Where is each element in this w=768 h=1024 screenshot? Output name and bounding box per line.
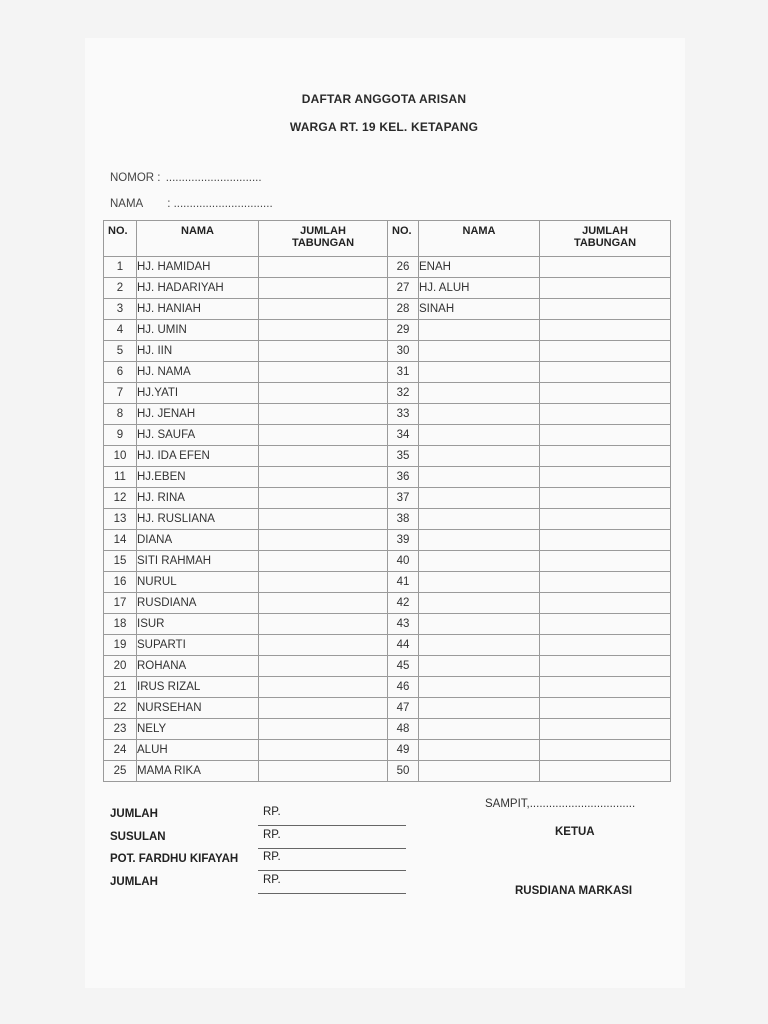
- header-jumlah-left: [259, 221, 388, 257]
- row-number: 21: [104, 677, 137, 698]
- savings-amount: [540, 383, 671, 404]
- table-row: [104, 677, 671, 698]
- savings-amount: [540, 593, 671, 614]
- member-name: [419, 467, 540, 488]
- table-row: [104, 467, 671, 488]
- member-name: HJ. HAMIDAH: [137, 257, 259, 278]
- savings-amount: [259, 614, 388, 635]
- header-no-left: NO.: [104, 221, 137, 257]
- savings-amount: [259, 383, 388, 404]
- row-number: 40: [388, 551, 419, 572]
- jumlah-total-line: [258, 893, 406, 894]
- row-number: 23: [104, 719, 137, 740]
- table-row: [104, 278, 671, 299]
- savings-amount: [540, 467, 671, 488]
- susulan-line: [258, 848, 406, 849]
- row-number: 46: [388, 677, 419, 698]
- savings-amount: [540, 614, 671, 635]
- savings-amount: [259, 509, 388, 530]
- savings-amount: [540, 425, 671, 446]
- table-row: [104, 656, 671, 677]
- savings-amount: [259, 530, 388, 551]
- table-row: [104, 257, 671, 278]
- table-row: [104, 551, 671, 572]
- savings-amount: [540, 257, 671, 278]
- row-number: 26: [388, 257, 419, 278]
- row-number: 27: [388, 278, 419, 299]
- member-name: HJ. ALUH: [419, 278, 540, 299]
- member-name: [419, 362, 540, 383]
- savings-amount: [259, 719, 388, 740]
- savings-amount: [259, 257, 388, 278]
- member-name: MAMA RIKA: [137, 761, 259, 782]
- signature-name: RUSDIANA MARKASI: [515, 885, 633, 897]
- row-number: 32: [388, 383, 419, 404]
- member-name: [419, 698, 540, 719]
- table-row: [104, 446, 671, 467]
- savings-amount: [540, 320, 671, 341]
- header-nama-left: NAMA: [137, 221, 259, 257]
- savings-amount: [540, 740, 671, 761]
- jumlah-line: [258, 825, 406, 826]
- table-row: [104, 320, 671, 341]
- row-number: 25: [104, 761, 137, 782]
- member-name: IRUS RIZAL: [137, 677, 259, 698]
- row-number: 20: [104, 656, 137, 677]
- savings-amount: [259, 761, 388, 782]
- savings-amount: [259, 446, 388, 467]
- member-name: NELY: [137, 719, 259, 740]
- row-number: 8: [104, 404, 137, 425]
- row-number: 34: [388, 425, 419, 446]
- savings-amount: [540, 761, 671, 782]
- member-name: HJ. HADARIYAH: [137, 278, 259, 299]
- savings-amount: [259, 551, 388, 572]
- table-row: [104, 740, 671, 761]
- savings-amount: [259, 467, 388, 488]
- jumlah-total-label: JUMLAH: [110, 876, 158, 888]
- pot-fardhu-rp: RP.: [263, 851, 281, 863]
- member-name: [419, 488, 540, 509]
- member-name: [419, 656, 540, 677]
- table-row: [104, 341, 671, 362]
- savings-amount: [259, 278, 388, 299]
- member-name: HJ. HANIAH: [137, 299, 259, 320]
- nomor-label: NOMOR :: [110, 172, 161, 184]
- table-row: [104, 488, 671, 509]
- table-row: [104, 698, 671, 719]
- member-name: [419, 572, 540, 593]
- table-row: [104, 425, 671, 446]
- row-number: 17: [104, 593, 137, 614]
- savings-amount: [540, 530, 671, 551]
- member-name: [419, 341, 540, 362]
- savings-amount: [540, 551, 671, 572]
- document-title: DAFTAR ANGGOTA ARISAN: [301, 92, 467, 106]
- table-row: [104, 719, 671, 740]
- savings-amount: [540, 299, 671, 320]
- row-number: 2: [104, 278, 137, 299]
- member-name: HJ. IIN: [137, 341, 259, 362]
- row-number: 5: [104, 341, 137, 362]
- row-number: 41: [388, 572, 419, 593]
- row-number: 36: [388, 467, 419, 488]
- jumlah-label: JUMLAH: [110, 808, 158, 820]
- savings-amount: [259, 740, 388, 761]
- member-name: HJ. RINA: [137, 488, 259, 509]
- savings-amount: [540, 446, 671, 467]
- savings-amount: [259, 488, 388, 509]
- table-row: [104, 593, 671, 614]
- nomor-dots: ..............................: [165, 172, 262, 184]
- row-number: 38: [388, 509, 419, 530]
- savings-amount: [540, 488, 671, 509]
- savings-amount: [540, 677, 671, 698]
- row-number: 33: [388, 404, 419, 425]
- savings-amount: [540, 362, 671, 383]
- nama-dots: : ...............................: [167, 198, 273, 210]
- table-row: [104, 614, 671, 635]
- member-name: [419, 425, 540, 446]
- row-number: 42: [388, 593, 419, 614]
- member-name: HJ.YATI: [137, 383, 259, 404]
- member-name: HJ. IDA EFEN: [137, 446, 259, 467]
- row-number: 13: [104, 509, 137, 530]
- header-jumlah-line1: JUMLAH: [300, 225, 346, 237]
- header-jumlah-line2: TABUNGAN: [291, 237, 355, 249]
- savings-amount: [540, 509, 671, 530]
- row-number: 12: [104, 488, 137, 509]
- savings-amount: [259, 341, 388, 362]
- savings-amount: [259, 593, 388, 614]
- row-number: 43: [388, 614, 419, 635]
- table-row: [104, 383, 671, 404]
- member-name: [419, 719, 540, 740]
- table-row: [104, 761, 671, 782]
- savings-amount: [259, 320, 388, 341]
- place-date: SAMPIT,.................................: [485, 798, 636, 810]
- header-jumlah-line2: TABUNGAN: [573, 237, 637, 249]
- pot-fardhu-line: [258, 870, 406, 871]
- table-row: [104, 404, 671, 425]
- member-name: RUSDIANA: [137, 593, 259, 614]
- savings-amount: [540, 656, 671, 677]
- table-row: [104, 509, 671, 530]
- savings-amount: [540, 572, 671, 593]
- row-number: 14: [104, 530, 137, 551]
- member-name: [419, 530, 540, 551]
- nama-field: [110, 198, 273, 210]
- header-nama-right: NAMA: [419, 221, 540, 257]
- row-number: 35: [388, 446, 419, 467]
- member-name: [419, 551, 540, 572]
- member-name: SINAH: [419, 299, 540, 320]
- member-name: [419, 761, 540, 782]
- member-table-body: [104, 257, 671, 782]
- row-number: 16: [104, 572, 137, 593]
- table-row: [104, 530, 671, 551]
- header-jumlah-right: [540, 221, 671, 257]
- table-row: [104, 572, 671, 593]
- member-name: NURUL: [137, 572, 259, 593]
- member-name: HJ. RUSLIANA: [137, 509, 259, 530]
- savings-amount: [259, 677, 388, 698]
- member-name: HJ. UMIN: [137, 320, 259, 341]
- row-number: 47: [388, 698, 419, 719]
- member-name: [419, 404, 540, 425]
- row-number: 3: [104, 299, 137, 320]
- member-name: [419, 635, 540, 656]
- row-number: 29: [388, 320, 419, 341]
- savings-amount: [259, 572, 388, 593]
- signature-role: KETUA: [555, 826, 595, 838]
- member-name: ENAH: [419, 257, 540, 278]
- member-name: [419, 593, 540, 614]
- table-row: [104, 635, 671, 656]
- row-number: 7: [104, 383, 137, 404]
- member-name: [419, 383, 540, 404]
- savings-amount: [540, 698, 671, 719]
- savings-amount: [540, 635, 671, 656]
- member-name: ALUH: [137, 740, 259, 761]
- member-name: HJ. SAUFA: [137, 425, 259, 446]
- row-number: 28: [388, 299, 419, 320]
- row-number: 1: [104, 257, 137, 278]
- member-name: HJ. NAMA: [137, 362, 259, 383]
- savings-amount: [259, 299, 388, 320]
- row-number: 22: [104, 698, 137, 719]
- header-no-right: NO.: [388, 221, 419, 257]
- nomor-field: [110, 172, 262, 184]
- member-name: [419, 677, 540, 698]
- member-table: [103, 220, 671, 782]
- member-name: ROHANA: [137, 656, 259, 677]
- member-name: SUPARTI: [137, 635, 259, 656]
- member-name: [419, 446, 540, 467]
- row-number: 18: [104, 614, 137, 635]
- jumlah-rp: RP.: [263, 806, 281, 818]
- row-number: 49: [388, 740, 419, 761]
- member-name: HJ.EBEN: [137, 467, 259, 488]
- row-number: 45: [388, 656, 419, 677]
- member-name: [419, 320, 540, 341]
- savings-amount: [259, 698, 388, 719]
- row-number: 39: [388, 530, 419, 551]
- row-number: 44: [388, 635, 419, 656]
- table-row: [104, 299, 671, 320]
- row-number: 50: [388, 761, 419, 782]
- member-name: [419, 509, 540, 530]
- row-number: 19: [104, 635, 137, 656]
- savings-amount: [540, 719, 671, 740]
- document-subtitle: WARGA RT. 19 KEL. KETAPANG: [289, 120, 479, 134]
- row-number: 6: [104, 362, 137, 383]
- row-number: 24: [104, 740, 137, 761]
- table-header-row: [104, 221, 671, 257]
- savings-amount: [259, 362, 388, 383]
- row-number: 30: [388, 341, 419, 362]
- member-name: [419, 740, 540, 761]
- row-number: 37: [388, 488, 419, 509]
- savings-amount: [540, 278, 671, 299]
- savings-amount: [259, 635, 388, 656]
- savings-amount: [540, 341, 671, 362]
- member-name: NURSEHAN: [137, 698, 259, 719]
- savings-amount: [259, 404, 388, 425]
- table-row: [104, 362, 671, 383]
- row-number: 15: [104, 551, 137, 572]
- savings-amount: [259, 656, 388, 677]
- member-name: HJ. JENAH: [137, 404, 259, 425]
- savings-amount: [540, 404, 671, 425]
- row-number: 10: [104, 446, 137, 467]
- row-number: 11: [104, 467, 137, 488]
- susulan-label: SUSULAN: [110, 831, 166, 843]
- member-name: SITI RAHMAH: [137, 551, 259, 572]
- member-name: DIANA: [137, 530, 259, 551]
- pot-fardhu-label: POT. FARDHU KIFAYAH: [110, 853, 239, 865]
- header-jumlah-line1: JUMLAH: [582, 225, 628, 237]
- row-number: 48: [388, 719, 419, 740]
- nama-label: NAMA: [110, 198, 144, 210]
- jumlah-total-rp: RP.: [263, 874, 281, 886]
- member-name: [419, 614, 540, 635]
- member-name: ISUR: [137, 614, 259, 635]
- susulan-rp: RP.: [263, 829, 281, 841]
- row-number: 31: [388, 362, 419, 383]
- row-number: 9: [104, 425, 137, 446]
- savings-amount: [259, 425, 388, 446]
- row-number: 4: [104, 320, 137, 341]
